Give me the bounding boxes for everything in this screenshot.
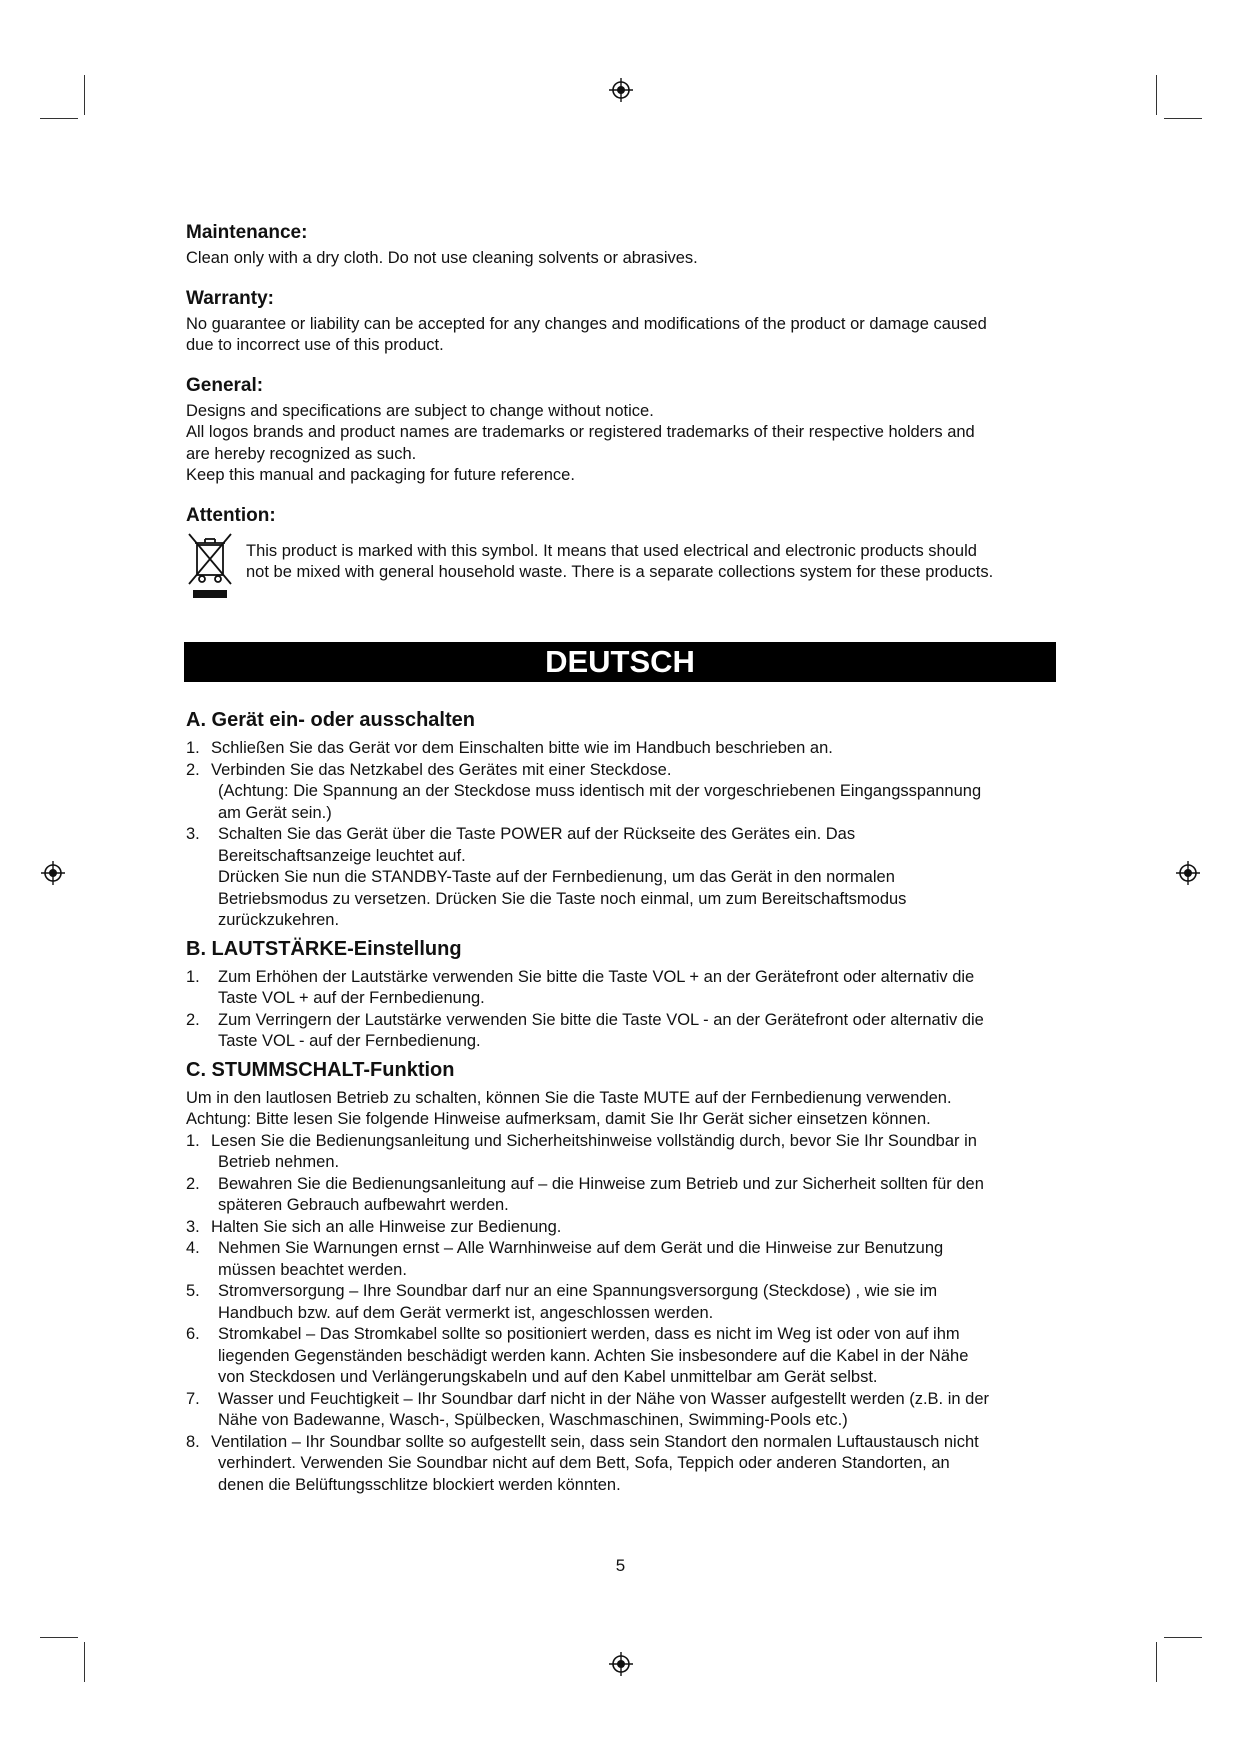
list-item [186,1324,1056,1346]
list-number: 5. [186,1282,200,1300]
list-item [186,824,1056,846]
warranty-heading: Warranty: [186,287,274,309]
list-number: 1. [186,967,200,986]
weee-block [186,531,1056,611]
list-continuation: späteren Gebrauch aufbewahrt werden. [218,1196,509,1214]
crop-mark-top-right-v [1156,75,1157,115]
list-item [186,1217,1056,1239]
registration-mark-top-icon [609,78,633,102]
maintenance-text: Clean only with a dry cloth. Do not use cleaning solvents or abrasives. [186,249,698,267]
list-text: Lesen Sie die Bedienungsanleitung und Sicherheitshinweise vollständig durch, bevor Sie Ihr Soundbar in [211,1131,977,1150]
registration-mark-right-icon [1176,861,1200,885]
list-continuation: Bereitschaftsanzeige leuchtet auf. [218,846,466,865]
attention-line: not be mixed with general household waste. There is a separate collections system for these products. [246,563,994,581]
list-number: 7. [186,1389,200,1408]
list-text: Schalten Sie das Gerät über die Taste POWER auf der Rückseite des Gerätes ein. Das [218,825,856,843]
registration-mark-left-icon [41,861,65,885]
section-a-heading: A. Gerät ein- oder ausschalten [186,709,475,731]
list-number: 2. [186,1174,200,1193]
section-c-heading: C. STUMMSCHALT-Funktion [186,1058,455,1081]
maintenance-section [186,222,1056,270]
list-continuation: Betriebsmodus zu versetzen. Drücken Sie die Taste noch einmal, um zum Bereitschaftsmodus [218,889,907,908]
list-continuation: Betrieb nehmen. [218,1153,340,1171]
crop-mark-bottom-left-h [40,1637,78,1638]
general-text: Keep this manual and packaging for future reference. [186,466,575,484]
list-continuation: Taste VOL - auf der Fernbedienung. [218,1032,481,1050]
list-item [186,738,1056,760]
list-text: Zum Erhöhen der Lautstärke verwenden Sie bitte die Taste VOL + an der Gerätefront oder alternativ die [218,967,975,986]
list-continuation: Nähe von Badewanne, Wasch-, Spülbecken, Waschmaschinen, Swimming-Pools etc.) [218,1411,848,1429]
list-number: 1. [186,1131,200,1150]
list-number: 3. [186,825,200,843]
list-continuation: Drücken Sie nun die STANDBY-Taste auf der Fernbedienung, um das Gerät in den normalen [218,868,895,886]
registration-mark-bottom-icon [609,1652,633,1676]
list-continuation: verhindert. Verwenden Sie Soundbar nicht auf dem Bett, Sofa, Teppich oder anderen Standorten, an [218,1454,950,1472]
list-continuation: denen die Belüftungsschlitze blockiert werden könnten. [218,1475,621,1494]
list-text: Ventilation – Ihr Soundbar sollte so aufgestellt sein, dass sein Standort den normalen Luftaustausch nicht [211,1432,979,1451]
list-number: 1. [186,739,200,757]
list-item [186,967,1056,989]
crop-mark-bottom-right-h [1164,1637,1202,1638]
english-section [186,222,1056,611]
general-text: Designs and specifications are subject to change without notice. [186,401,654,420]
list-text: Verbinden Sie das Netzkabel des Gerätes mit einer Steckdose. [211,760,672,779]
attention-text [246,541,1061,584]
list-continuation: von Steckdosen und Verlängerungskabeln und auf den Kabel unmittelbar am Gerät selbst. [218,1368,878,1386]
list-text: Nehmen Sie Warnungen ernst – Alle Warnhinweise auf dem Gerät und die Hinweise zur Benutzung [218,1239,944,1257]
attention-line: This product is marked with this symbol. It means that used electrical and electronic products should [246,541,977,560]
list-number: 6. [186,1325,200,1343]
list-item [186,1174,1056,1196]
note-line: am Gerät sein.) [218,803,332,822]
crop-mark-top-left-v [84,75,85,115]
list-item [186,1389,1056,1411]
list-number: 2. [186,760,200,779]
list-number: 4. [186,1239,200,1257]
list-continuation: müssen beachtet werden. [218,1260,407,1279]
list-continuation: liegenden Gegenständen beschädigt werden kann. Achten Sie insbesondere auf die Kabel in der Nähe [218,1346,969,1365]
list-text: Bewahren Sie die Bedienungsanleitung auf – die Hinweise zum Betrieb und zur Sicherheit sollten für den [218,1174,984,1193]
list-item [186,1281,1056,1303]
general-section [186,375,1056,487]
list-text: Stromversorgung – Ihre Soundbar darf nur an eine Spannungsversorgung (Steckdose) , wie sie im [218,1282,938,1300]
warranty-text: due to incorrect use of this product. [186,336,444,354]
general-text: are hereby recognized as such. [186,444,417,463]
crop-mark-bottom-right-v [1156,1642,1157,1682]
weee-crossed-bin-icon [186,531,234,601]
list-number: 2. [186,1010,200,1029]
list-item [186,1238,1056,1260]
attention-section [186,505,1056,611]
list-text: Wasser und Feuchtigkeit – Ihr Soundbar darf nicht in der Nähe von Wasser aufgestellt werden (z.B. in der [218,1389,989,1408]
deutsch-section [186,708,1056,1496]
list-item [186,1432,1056,1454]
list-number: 8. [186,1432,200,1451]
list-continuation: Taste VOL + auf der Fernbedienung. [218,989,485,1007]
general-heading: General: [186,374,264,396]
list-continuation: Handbuch bzw. auf dem Gerät vermerkt ist, angeschlossen werden. [218,1303,714,1322]
list-text: Halten Sie sich an alle Hinweise zur Bedienung. [211,1217,562,1236]
general-text: All logos brands and product names are trademarks or registered trademarks of their respective holders and [186,423,975,441]
list-number: 3. [186,1217,200,1236]
page-number: 5 [615,1556,626,1575]
crop-mark-top-right-h [1164,118,1202,119]
list-continuation: zurückzukehren. [218,911,340,929]
maintenance-heading: Maintenance: [186,222,308,243]
crop-mark-top-left-h [40,118,78,119]
section-b-heading: B. LAUTSTÄRKE-Einstellung [186,937,462,960]
warranty-text: No guarantee or liability can be accepted for any changes and modifications of the product or damage caused [186,314,987,333]
intro-line: Achtung: Bitte lesen Sie folgende Hinweise aufmerksam, damit Sie Ihr Gerät sicher einsetzen können. [186,1110,931,1128]
list-text: Stromkabel – Das Stromkabel sollte so positioniert werden, dass es nicht im Weg ist oder von auf ihm [218,1325,960,1343]
attention-heading: Attention: [186,504,276,526]
deutsch-banner: DEUTSCH [184,642,1056,682]
warranty-section [186,288,1056,357]
list-item [186,760,1056,782]
list-text: Zum Verringern der Lautstärke verwenden Sie bitte die Taste VOL - an der Gerätefront oder alternativ die [218,1010,984,1029]
list-text: Schließen Sie das Gerät vor dem Einschalten bitte wie im Handbuch beschrieben an. [211,739,833,757]
list-item [186,1010,1056,1032]
list-item [186,1131,1056,1153]
note-line: (Achtung: Die Spannung an der Steckdose muss identisch mit der vorgeschriebenen Eingangsspannung [218,782,982,800]
crop-mark-bottom-left-v [84,1642,85,1682]
intro-line: Um in den lautlosen Betrieb zu schalten, können Sie die Taste MUTE auf der Fernbedienung verwenden. [186,1088,952,1107]
